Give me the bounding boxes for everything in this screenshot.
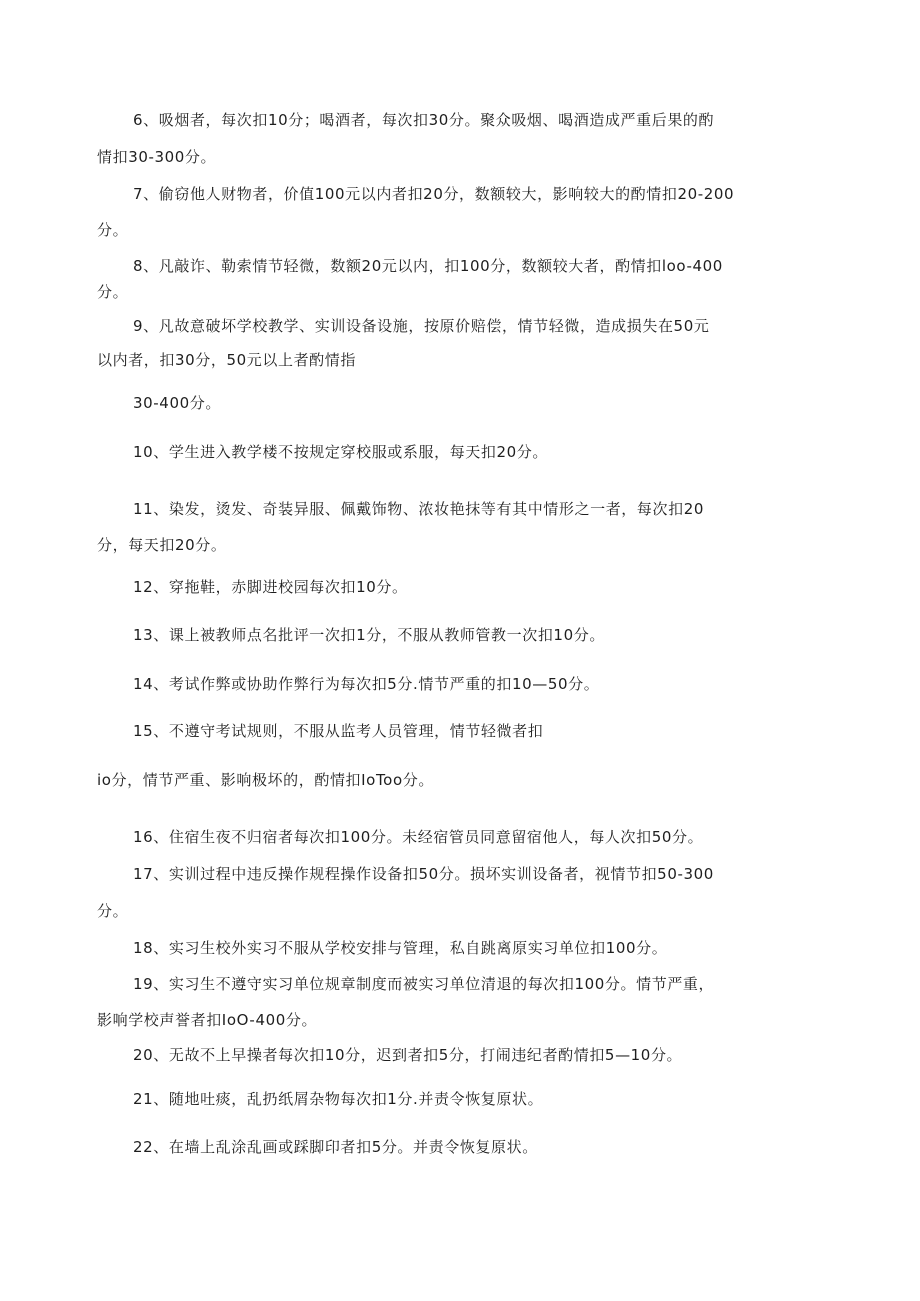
rule-8-line-2: 分。 [97,283,129,301]
rule-11-line-2: 分，每天扣20分。 [97,536,227,554]
rule-6-line-2: 情扣30-300分。 [97,148,217,166]
rule-19-line-2: 影响学校声誉者扣IoO-400分。 [97,1011,318,1029]
rule-16-line-1: 16、住宿生夜不归宿者每次扣100分。未经宿管员同意留宿他人，每人次扣50分。 [133,828,704,846]
rule-7-line-2: 分。 [97,221,129,239]
rule-6-line-1: 6、吸烟者，每次扣10分；喝酒者，每次扣30分。聚众吸烟、喝酒造成严重后果的酌 [133,111,715,129]
rule-22-line-1: 22、在墙上乱涂乱画或踩脚印者扣5分。并责令恢复原状。 [133,1138,538,1156]
rule-11-line-1: 11、染发，烫发、奇装异服、佩戴饰物、浓妆艳抹等有其中情形之一者，每次扣20 [133,500,704,518]
rule-13-line-1: 13、课上被教师点名批评一次扣1分，不服从教师管教一次扣10分。 [133,626,605,644]
rule-8-line-1: 8、凡敲诈、勒索情节轻微，数额20元以内，扣100分，数额较大者，酌情扣loo-400 [133,257,723,275]
rule-15-line-1: 15、不遵守考试规则，不服从监考人员管理，情节轻微者扣 [133,722,544,740]
rule-18-line-1: 18、实习生校外实习不服从学校安排与管理，私自跳离原实习单位扣100分。 [133,939,668,957]
rule-7-line-1: 7、偷窃他人财物者，价值100元以内者扣20分，数额较大，影响较大的酌情扣20-200 [133,185,735,203]
rule-10-line-1: 10、学生进入教学楼不按规定穿校服或系服，每天扣20分。 [133,443,548,461]
rule-9-line-1: 9、凡故意破坏学校教学、实训设备设施，按原价赔偿，情节轻微，造成损失在50元 [133,317,710,335]
rule-17-line-1: 17、实训过程中违反操作规程操作设备扣50分。损坏实训设备者，视情节扣50-300 [133,865,714,883]
rule-20-line-1: 20、无故不上早操者每次扣10分，迟到者扣5分，打闹违纪者酌情扣5—10分。 [133,1046,683,1064]
rule-9-line-2: 以内者，扣30分，50元以上者酌情指 [97,351,356,369]
rule-17-line-2: 分。 [97,902,129,920]
rule-15-line-2: io分，情节严重、影响极坏的，酌情扣IoToo分。 [97,771,434,789]
rule-12-line-1: 12、穿拖鞋，赤脚进校园每次扣10分。 [133,578,408,596]
rule-21-line-1: 21、随地吐痰，乱扔纸屑杂物每次扣1分.并责令恢复原状。 [133,1090,544,1108]
rule-19-line-1: 19、实习生不遵守实习单位规章制度而被实习单位清退的每次扣100分。情节严重， [133,975,715,993]
rule-9-line-3: 30-400分。 [133,394,221,412]
rule-14-line-1: 14、考试作弊或协助作弊行为每次扣5分.情节严重的扣10—50分。 [133,675,600,693]
